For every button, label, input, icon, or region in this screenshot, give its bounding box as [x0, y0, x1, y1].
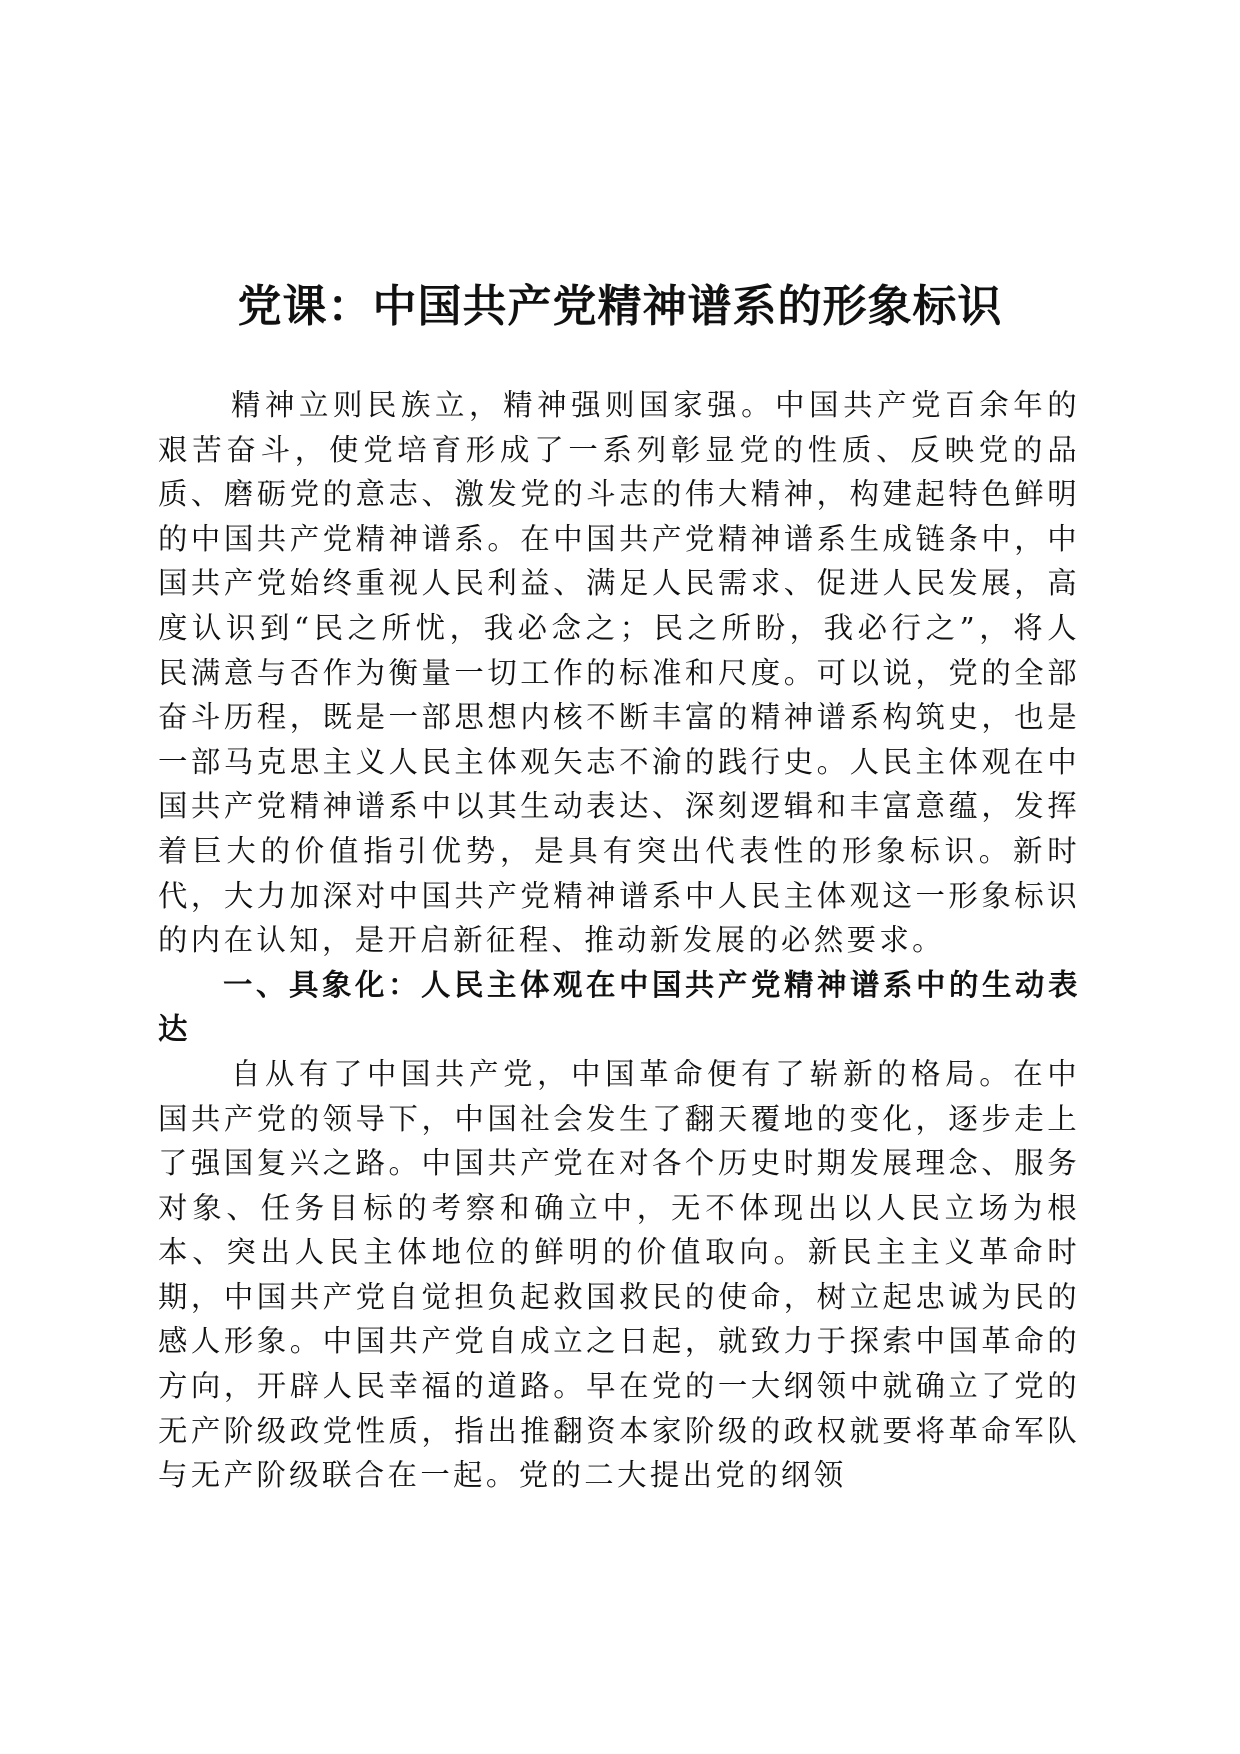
- intro-paragraph: 精神立则民族立，精神强则国家强。中国共产党百余年的艰苦奋斗，使党培育形成了一系列彰显党的性质、反映党的品质、磨砺党的意志、激发党的斗志的伟大精神，构建起特色鲜明的中国共产党精神谱系。在中国共产党精神谱系生成链条中，中国共产党始终重视人民利益、满足人民需求、促进人民发展，高度认识到“民之所忧，我必念之；民之所盼，我必行之”，将人民满意与否作为衡量一切工作的标准和尺度。可以说，党的全部奋斗历程，既是一部思想内核不断丰富的精神谱系构筑史，也是一部马克思主义人民主体观矢志不渝的践行史。人民主体观在中国共产党精神谱系中以其生动表达、深刻逻辑和丰富意蕴，发挥着巨大的价值指引优势，是具有突出代表性的形象标识。新时代，大力加深对中国共产党精神谱系中人民主体观这一形象标识的内在认知，是开启新征程、推动新发展的必然要求。: [158, 388, 1080, 958]
- section-heading: 一、具象化：人民主体观在中国共产党精神谱系中的生动表达: [158, 967, 1080, 1047]
- page-title: 党课：中国共产党精神谱系的形象标识: [237, 281, 1003, 333]
- document-body: [158, 383, 1080, 1498]
- section-paragraph: 自从有了中国共产党，中国革命便有了崭新的格局。在中国共产党的领导下，中国社会发生了翻天覆地的变化，逐步走上了强国复兴之路。中国共产党在对各个历史时期发展理念、服务对象、任务目标的考察和确立中，无不体现出以人民立场为根本、突出人民主体地位的鲜明的价值取向。新民主主义革命时期，中国共产党自觉担负起救国救民的使命，树立起忠诚为民的感人形象。中国共产党自成立之日起，就致力于探索中国革命的方向，开辟人民幸福的道路。早在党的一大纲领中就确立了党的无产阶级政党性质，指出推翻资本家阶级的政权就要将革命军队与无产阶级联合在一起。党的二大提出党的纲领: [158, 1056, 1080, 1493]
